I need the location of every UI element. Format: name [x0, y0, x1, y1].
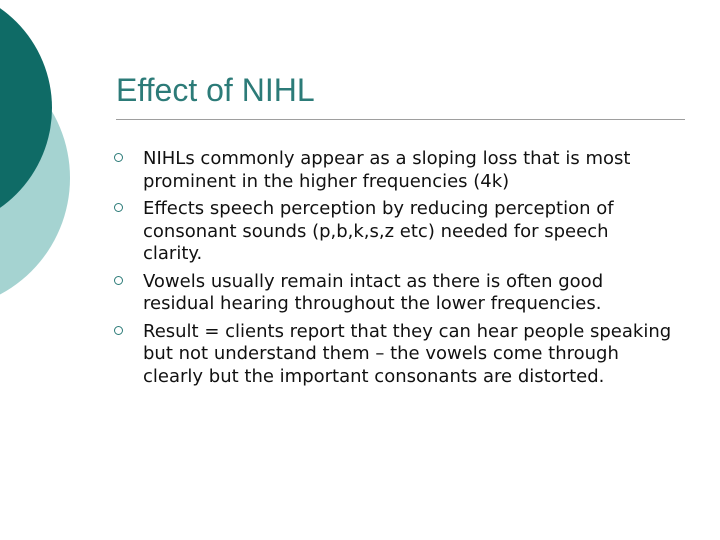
bullet-list — [112, 148, 672, 393]
bullet-text: Effects speech perception by reducing perception of consonant sounds (p,b,k,s,z etc) needed for speech clarity. — [143, 198, 614, 264]
hollow-circle-icon — [114, 326, 123, 335]
hollow-circle-icon — [114, 203, 123, 212]
bullet-item — [112, 198, 672, 266]
hollow-circle-icon — [114, 276, 123, 285]
bullet-item — [112, 321, 672, 389]
hollow-circle-icon — [114, 153, 123, 162]
decorative-circles — [0, 0, 100, 300]
bullet-text: Result = clients report that they can hear people speaking but not understand them – the vowels come through clearly but the important consonants are distorted. — [143, 320, 672, 387]
bullet-item — [112, 148, 672, 193]
title-divider — [116, 119, 685, 120]
bullet-item — [112, 271, 672, 316]
bullet-text: NIHLs commonly appear as a sloping loss that is most prominent in the higher frequencies (4k) — [143, 148, 631, 192]
slide-title: Effect of NIHL — [116, 72, 315, 108]
bullet-text: Vowels usually remain intact as there is often good residual hearing throughout the lower frequencies. — [143, 270, 604, 314]
